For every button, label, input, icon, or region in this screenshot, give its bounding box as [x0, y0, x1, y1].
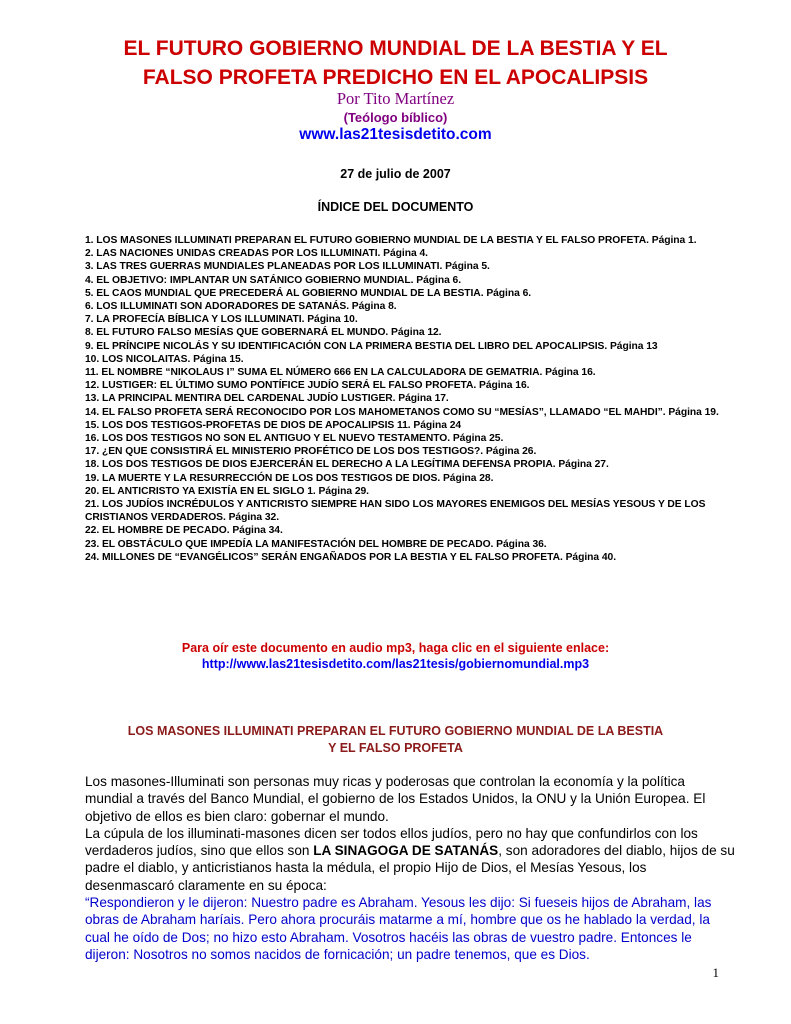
toc-item: 15. LOS DOS TESTIGOS-PROFETAS DE DIOS DE APOCALIPSIS 11. Página 24 [85, 419, 462, 431]
toc-item: 4. EL OBJETIVO: IMPLANTAR UN SATÁNICO GOBIERNO MUNDIAL. Página 6. [85, 274, 462, 286]
author: Por Tito Martínez [336, 89, 455, 108]
toc-item: 10. LOS NICOLAITAS. Página 15. [85, 353, 244, 365]
toc-item: 20. EL ANTICRISTO YA EXISTÍA EN EL SIGLO 1. Página 29. [85, 485, 369, 497]
section-heading [75, 723, 716, 756]
index-heading: ÍNDICE DEL DOCUMENTO [317, 200, 474, 214]
audio-mp3-link[interactable]: http://www.las21tesisdetito.com/las21tesis/gobiernomundial.mp3 [201, 657, 590, 671]
title-line-1: EL FUTURO GOBIERNO MUNDIAL DE LA BESTIA Y EL [123, 37, 668, 60]
toc-item: 16. LOS DOS TESTIGOS NO SON EL ANTIGUO Y EL NUEVO TESTAMENTO. Página 25. [85, 433, 504, 445]
toc-item: 7. LA PROFECÍA BÍBLICA Y LOS ILLUMINATI. Página 10. [85, 314, 358, 326]
paragraph-2-emphasis: LA SINAGOGA DE SATANÁS [313, 843, 499, 859]
author-role: (Teólogo bíblico) [343, 110, 448, 125]
toc-item: 6. LOS ILLUMINATI SON ADORADORES DE SATANÁS. Página 8. [85, 301, 397, 313]
toc-item: 2. LAS NACIONES UNIDAS CREADAS POR LOS ILLUMINATI. Página 4. [85, 248, 428, 260]
section-heading-line-2: Y EL FALSO PROFETA [328, 740, 463, 755]
toc-item: 3. LAS TRES GUERRAS MUNDIALES PLANEADAS POR LOS ILLUMINATI. Página 5. [85, 261, 490, 273]
toc-item: 11. EL NOMBRE “NIKOLAUS I” SUMA EL NÚMERO 666 EN LA CALCULADORA DE GEMATRIA. Página 16. [85, 367, 596, 379]
title-line-2: FALSO PROFETA PREDICHO EN EL APOCALIPSIS [142, 66, 649, 89]
toc-item: 1. LOS MASONES ILLUMINATI PREPARAN EL FUTURO GOBIERNO MUNDIAL DE LA BESTIA Y EL FALSO PROFETA. Página 1. [85, 235, 697, 246]
toc-item: 9. EL PRÍNCIPE NICOLÁS Y SU IDENTIFICACIÓN CON LA PRIMERA BESTIA DEL LIBRO DEL APOCALIPSIS. Página 13 [85, 340, 658, 352]
paragraph-1: Los masones-Illuminati son personas muy ricas y poderosas que controlan la economía y la política mundial a través del Banco Mundial, el gobierno de los Estados Unidos, la ONU y la Unión Europea. El objetivo de ellos es bien claro: gobernar el mundo. [85, 774, 706, 824]
toc-item: 21. LOS JUDÍOS INCRÉDULOS Y ANTICRISTO SIEMPRE HAN SIDO LOS MAYORES ENEMIGOS DEL MESÍAS YESOUS Y DE LOS CRISTIANOS VERDADEROS. Página 32. [85, 499, 706, 524]
toc-item: 24. MILLONES DE “EVANGÉLICOS” SERÁN ENGAÑADOS POR LA BESTIA Y EL FALSO PROFETA. Página 40. [85, 551, 617, 563]
section-heading-line-1: LOS MASONES ILLUMINATI PREPARAN EL FUTURO GOBIERNO MUNDIAL DE LA BESTIA [127, 724, 664, 738]
toc-item: 12. LUSTIGER: EL ÚLTIMO SUMO PONTÍFICE JUDÍO SERÁ EL FALSO PROFETA. Página 16. [85, 380, 530, 392]
toc-item: 17. ¿EN QUE CONSISTIRÁ EL MINISTERIO PROFÉTICO DE LOS DOS TESTIGOS?. Página 26. [85, 446, 537, 458]
audio-notice: Para oír este documento en audio mp3, haga clic en el siguiente enlace: [181, 641, 610, 655]
toc-item: 14. EL FALSO PROFETA SERÁ RECONOCIDO POR LOS MAHOMETANOS COMO SU “MESÍAS”, LLAMADO “EL MAHDI”. Página 19. [85, 406, 719, 418]
toc-item: 8. EL FUTURO FALSO MESÍAS QUE GOBERNARÁ EL MUNDO. Página 12. [85, 327, 442, 339]
paragraph-2 [85, 825, 735, 894]
toc-item: 13. LA PRINCIPAL MENTIRA DEL CARDENAL JUDÍO LUSTIGER. Página 17. [85, 393, 449, 405]
body-text [85, 773, 735, 963]
toc-item: 5. EL CAOS MUNDIAL QUE PRECEDERÁ AL GOBIERNO MUNDIAL DE LA BESTIA. Página 6. [85, 287, 532, 299]
page-number: 1 [712, 965, 719, 980]
document-title [60, 34, 731, 92]
table-of-contents [85, 234, 725, 564]
paragraph-2-end: , son adoradores del diablo, hijos de su padre el diablo, y anticristianos hasta la médula, el propio Hijo de Dios, el Mesías Yesous, los desenmascaró claramente en su época: [85, 843, 735, 893]
paragraph-2-start: La cúpula de los illuminati-masones dicen ser todos ellos judíos, pero no hay que confundirlos con los verdaderos judíos, sino que ellos son [85, 825, 698, 859]
document-date: 27 de julio de 2007 [340, 167, 451, 181]
bible-quote: “Respondieron y le dijeron: Nuestro padre es Abraham. Yesous les dijo: Si fueseis hijos de Abraham, las obras de Abraham haríais. Pero ahora procuráis matarme a mí, hombre que os he hablado la verdad, la cual he oído de Dos; no hizo esto Abraham. Vosotros hacéis las obras de vuestro padre. Entonces le dijeron: Nosotros no somos nacidos de fornicación; un padre tenemos, que es Dios. [85, 895, 712, 962]
toc-item: 22. EL HOMBRE DE PECADO. Página 34. [85, 525, 283, 537]
toc-item: 18. LOS DOS TESTIGOS DE DIOS EJERCERÁN EL DERECHO A LA LEGÍTIMA DEFENSA PROPIA. Página 27. [85, 459, 609, 471]
toc-item: 23. EL OBSTÁCULO QUE IMPEDÍA LA MANIFESTACIÓN DEL HOMBRE DE PECADO. Página 36. [85, 538, 547, 550]
website-link[interactable]: www.las21tesisdetito.com [299, 126, 492, 143]
toc-item: 19. LA MUERTE Y LA RESURRECCIÓN DE LOS DOS TESTIGOS DE DIOS. Página 28. [85, 472, 494, 484]
